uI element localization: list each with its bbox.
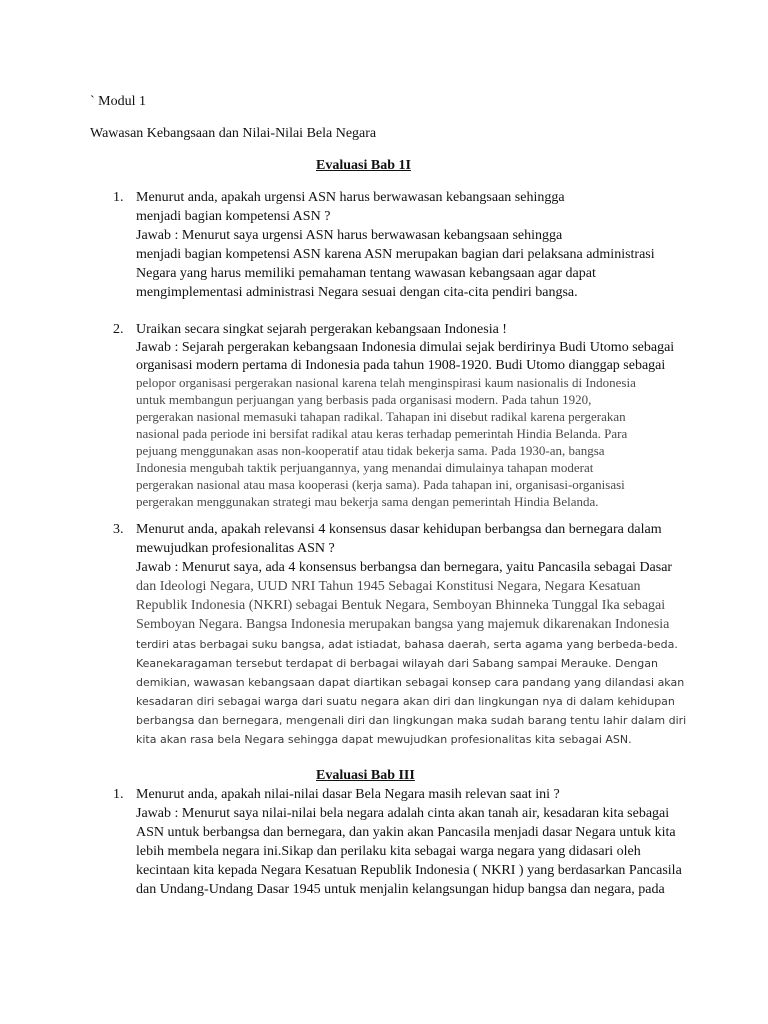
answer-text: pelopor organisasi pergerakan nasional karena telah menginspirasi kaum nasionalis di Indonesia <box>136 375 636 390</box>
answer-text: kesadaran diri sebagai warga dari suatu negara akan diri dan lingkungan nya di dalam kehidupan <box>136 695 675 708</box>
answer-text: Indonesia mengubah taktik perjuangannya, yang menandai dimulainya tahapan moderat <box>136 460 594 475</box>
answer-text: pejuang menggunakan asas non-kooperatif atau tidak bekerja sama. Pada 1930-an, bangsa <box>136 443 605 458</box>
answer-text: terdiri atas berbagai suku bangsa, adat istiadat, bahasa daerah, serta agama yang berbeda-beda. <box>136 638 678 651</box>
answer-text: Keanekaragaman tersebut terdapat di berbagai wilayah dari Sabang sampai Merauke. Dengan <box>136 657 658 670</box>
question-text: Menurut anda, apakah nilai-nilai dasar Bela Negara masih relevan saat ini ? <box>136 787 560 802</box>
question-number: 2. <box>113 322 124 337</box>
question-text: Menurut anda, apakah relevansi 4 konsensus dasar kehidupan berbangsa dan bernegara dalam <box>136 522 662 537</box>
answer-text: dan Ideologi Negara, UUD NRI Tahun 1945 Sebagai Konstitusi Negara, Negara Kesatuan <box>136 579 641 594</box>
answer-text: ASN untuk berbangsa dan bernegara, dan yakin akan Pancasila menjadi dasar Negara untuk kita <box>136 825 676 840</box>
section-heading-bab2: Evaluasi Bab 1I <box>316 158 411 173</box>
answer-text: pergerakan menggunakan strategi mau bekerja sama dengan pemerintah Hindia Belanda. <box>136 494 599 509</box>
question-number: 3. <box>113 522 124 537</box>
answer-text: mengimplementasi administrasi Negara sesuai dengan cita-cita pendiri bangsa. <box>136 285 578 300</box>
answer-text: organisasi modern pertama di Indonesia pada tahun 1908-1920. Budi Utomo dianggap sebagai <box>136 358 666 373</box>
question-text: Uraikan secara singkat sejarah pergerakan kebangsaan Indonesia ! <box>136 322 507 337</box>
document-subtitle: Wawasan Kebangsaan dan Nilai-Nilai Bela Negara <box>90 126 377 141</box>
answer-text: untuk membangun perjuangan yang berbasis pada organisasi modern. Pada tahun 1920, <box>136 392 592 407</box>
question-text: Menurut anda, apakah urgensi ASN harus berwawasan kebangsaan sehingga <box>136 190 565 205</box>
answer-text: lebih membela negara ini.Sikap dan perilaku kita sebagai warga negara yang didasari oleh <box>136 844 641 859</box>
question-number: 1. <box>113 787 124 802</box>
answer-text: nasional pada periode ini bersifat radikal atau keras terhadap pemerintah Hindia Belanda. Para <box>136 426 628 441</box>
answer-text: berbangsa dan bernegara, mengenali diri dan lingkungan maka sudah barang tentu lahir dalam diri <box>136 714 687 727</box>
answer-text: menjadi bagian kompetensi ASN karena ASN merupakan bagian dari pelaksana administrasi <box>136 247 655 262</box>
question-text: menjadi bagian kompetensi ASN ? <box>136 209 331 224</box>
answer-text: Jawab : Menurut saya, ada 4 konsensus berbangsa dan bernegara, yaitu Pancasila sebagai Dasar <box>136 560 673 575</box>
answer-text: Semboyan Negara. Bangsa Indonesia merupakan bangsa yang majemuk dikarenakan Indonesia <box>136 617 670 632</box>
answer-text: kecintaan kita kepada Negara Kesatuan Republik Indonesia ( NKRI ) yang berdasarkan Pancasila <box>136 863 682 878</box>
answer-text: pergerakan nasional memasuki tahapan radikal. Tahapan ini disebut radikal karena pergerakan <box>136 409 626 424</box>
answer-text: Jawab : Menurut saya nilai-nilai bela negara adalah cinta akan tanah air, kesadaran kita sebagai <box>136 806 670 821</box>
module-label: ` Modul 1 <box>90 94 146 109</box>
answer-text: Jawab : Menurut saya urgensi ASN harus berwawasan kebangsaan sehingga <box>136 228 563 243</box>
answer-text: Negara yang harus memiliki pemahaman tentang wawasan kebangsaan agar dapat <box>136 266 596 281</box>
question-text: mewujudkan profesionalitas ASN ? <box>136 541 335 556</box>
answer-text: kita akan rasa bela Negara sehingga dapat mewujudkan profesionalitas kita sebagai ASN. <box>136 733 632 746</box>
answer-text: dan Undang-Undang Dasar 1945 untuk menjalin kelangsungan hidup bangsa dan negara, pada <box>136 882 665 897</box>
answer-text: Republik Indonesia (NKRI) sebagai Bentuk Negara, Semboyan Bhinneka Tunggal Ika sebagai <box>136 598 666 613</box>
question-number: 1. <box>113 190 124 205</box>
section-heading-bab3: Evaluasi Bab III <box>316 768 415 783</box>
answer-text: pergerakan nasional atau masa kooperasi (kerja sama). Pada tahapan ini, organisasi-organisasi <box>136 477 625 492</box>
answer-text: Jawab : Sejarah pergerakan kebangsaan Indonesia dimulai sejak berdirinya Budi Utomo sebagai <box>136 340 675 355</box>
answer-text: demikian, wawasan kebangsaan dapat diartikan sebagai konsep cara pandang yang dilandasi akan <box>136 676 685 689</box>
